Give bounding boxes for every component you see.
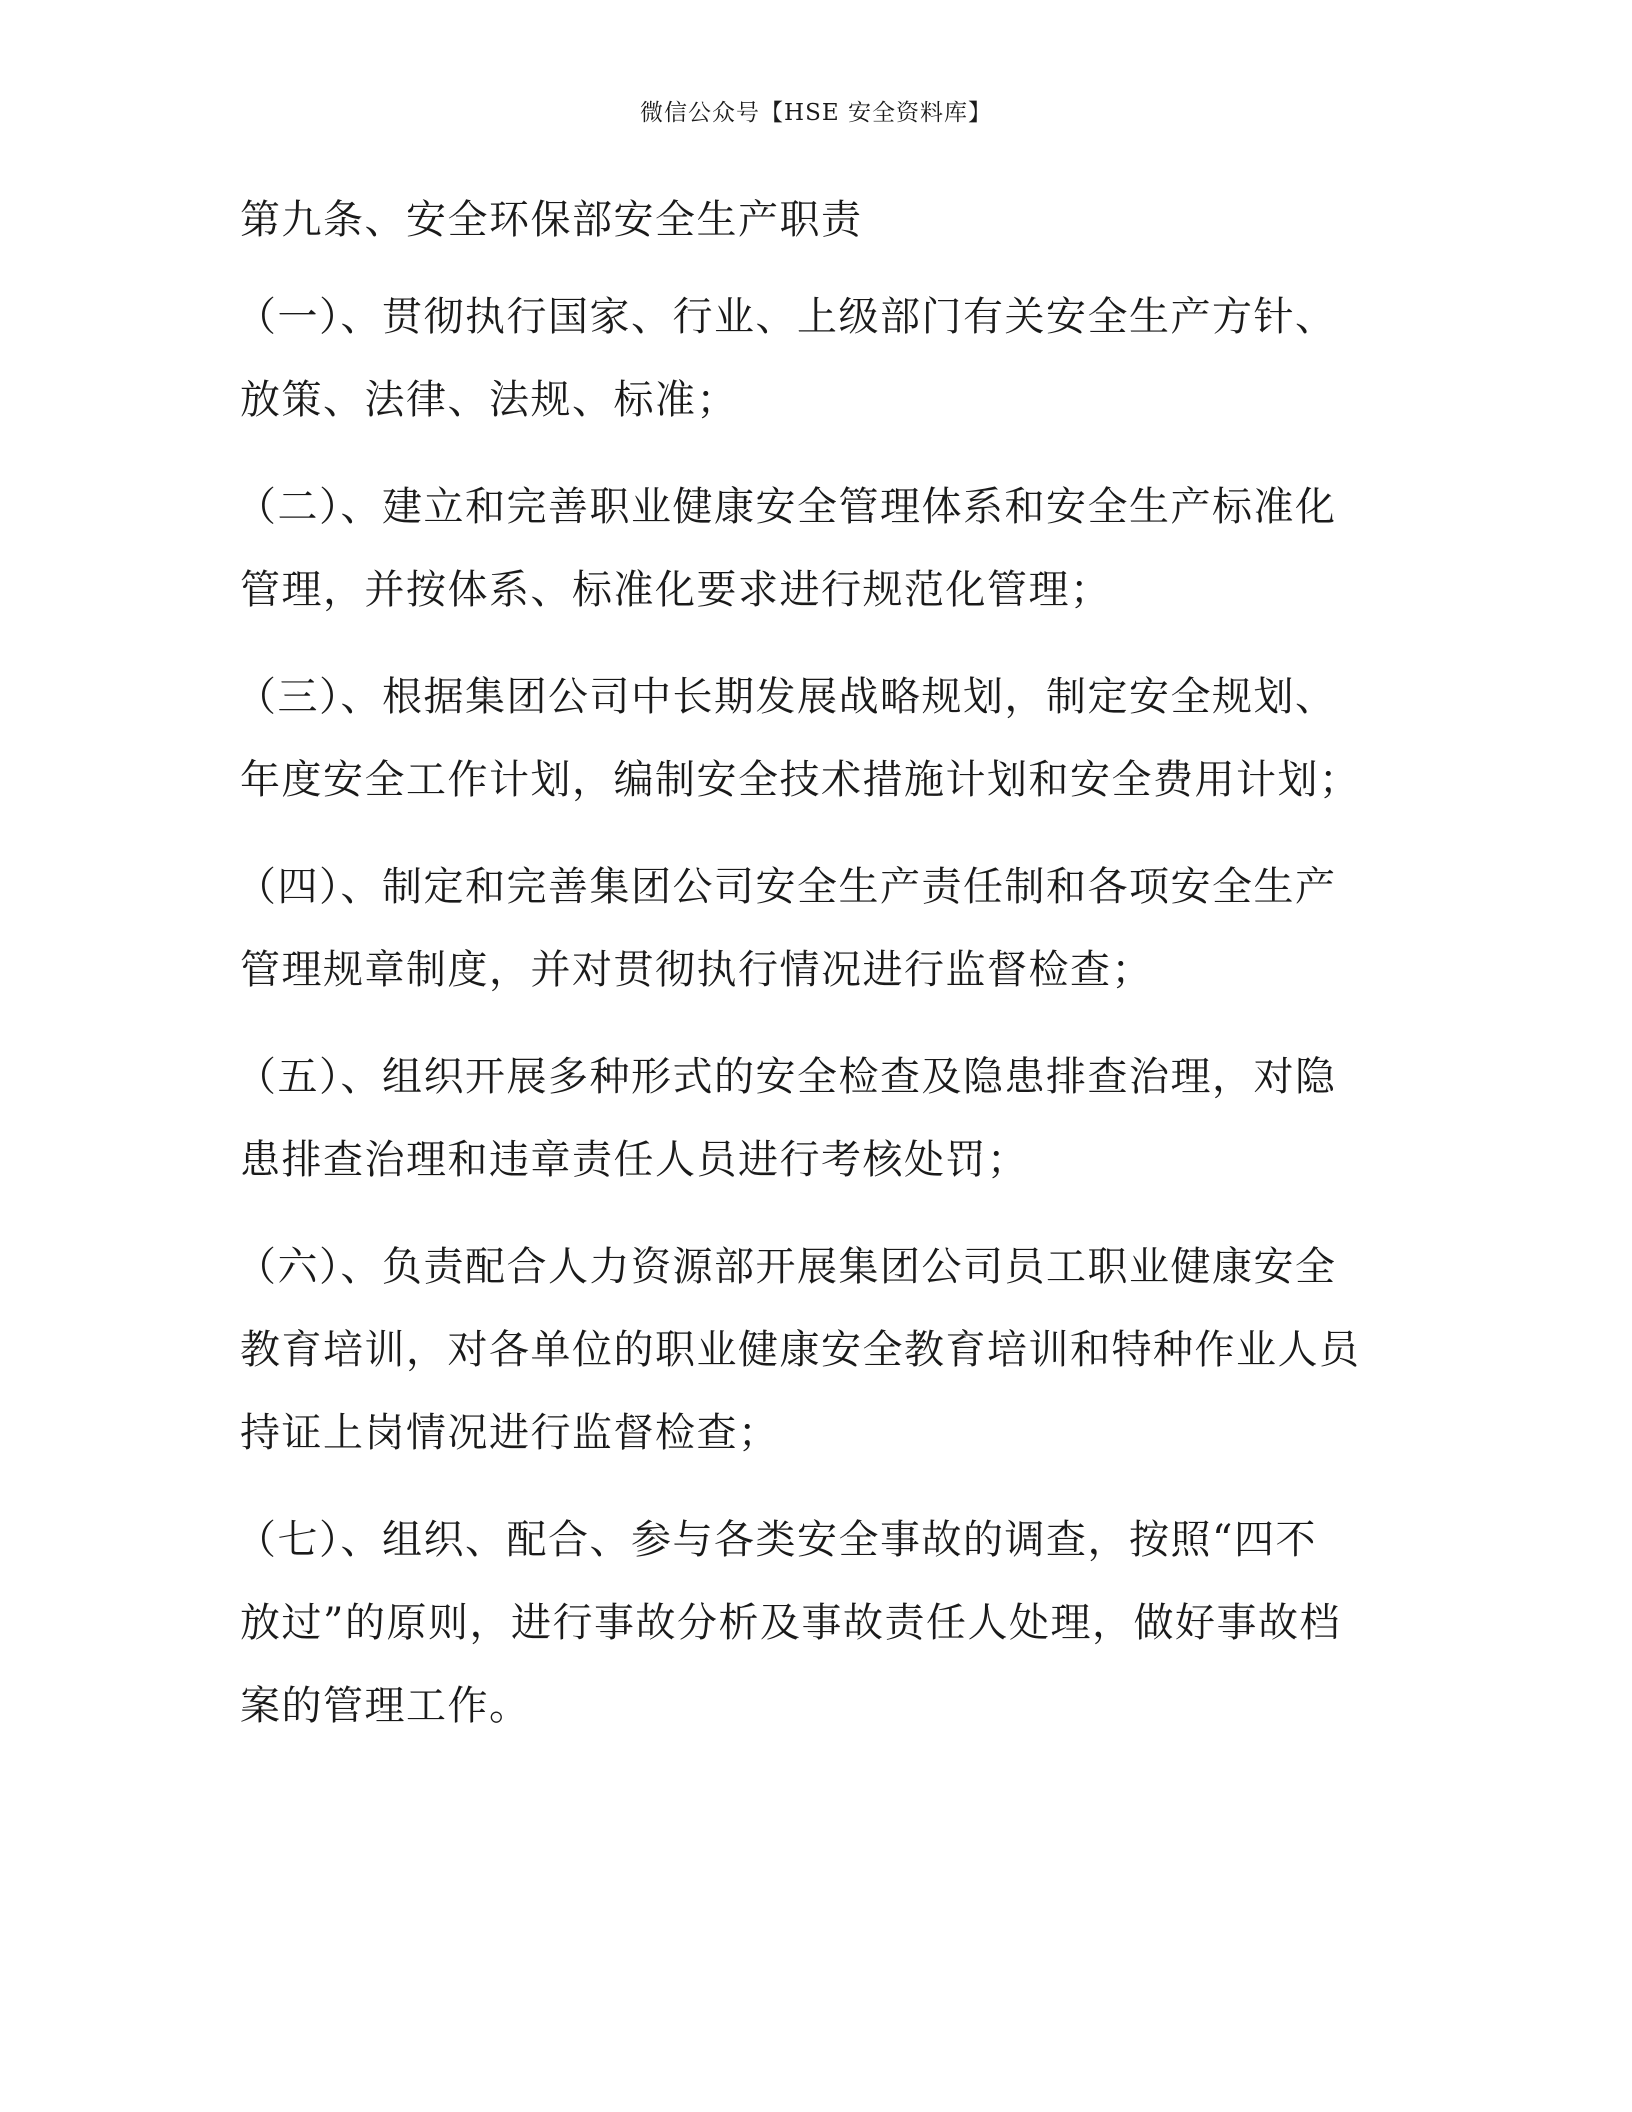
clause-line: （三）、根据集团公司中长期发展战略规划，制定安全规划、 — [236, 674, 1337, 720]
clause-line: 放过”的原则，进行事故分析及事故责任人处理，做好事故档 — [240, 1600, 1341, 1646]
clause-5 — [236, 1036, 1392, 1202]
clause-7 — [236, 1499, 1392, 1748]
clause-line: 案的管理工作。 — [240, 1683, 531, 1729]
clause-line: 放策、法律、法规、标准； — [240, 377, 738, 423]
clause-line: 管理规章制度，并对贯彻执行情况进行监督检查； — [240, 947, 1153, 993]
page-header: 微信公众号【HSE 安全资料库】 — [640, 100, 992, 126]
clause-line: 教育培训，对各单位的职业健康安全教育培训和特种作业人员 — [240, 1327, 1361, 1373]
clause-4 — [236, 846, 1392, 1012]
clause-3 — [236, 656, 1392, 822]
clause-line: （四）、制定和完善集团公司安全生产责任制和各项安全生产 — [236, 864, 1337, 910]
clause-line: 年度安全工作计划，编制安全技术措施计划和安全费用计划； — [240, 757, 1361, 803]
clause-line: 管理，并按体系、标准化要求进行规范化管理； — [240, 567, 1112, 613]
clause-1 — [236, 276, 1392, 442]
clause-2 — [236, 466, 1392, 632]
clause-line: （七）、组织、配合、参与各类安全事故的调查，按照“四不 — [236, 1517, 1317, 1563]
article-title: 第九条、安全环保部安全生产职责 — [240, 197, 863, 243]
document-body — [236, 188, 1392, 1748]
clause-line: （二）、建立和完善职业健康安全管理体系和安全生产标准化 — [236, 484, 1337, 530]
clause-line: （五）、组织开展多种形式的安全检查及隐患排查治理，对隐 — [236, 1054, 1337, 1100]
clause-line: 患排查治理和违章责任人员进行考核处罚； — [240, 1137, 1029, 1183]
clause-6 — [236, 1226, 1392, 1475]
clause-line: （六）、负责配合人力资源部开展集团公司员工职业健康安全 — [236, 1244, 1337, 1290]
clause-line: 持证上岗情况进行监督检查； — [240, 1410, 780, 1456]
clause-line: （一）、贯彻执行国家、行业、上级部门有关安全生产方针、 — [236, 294, 1337, 340]
